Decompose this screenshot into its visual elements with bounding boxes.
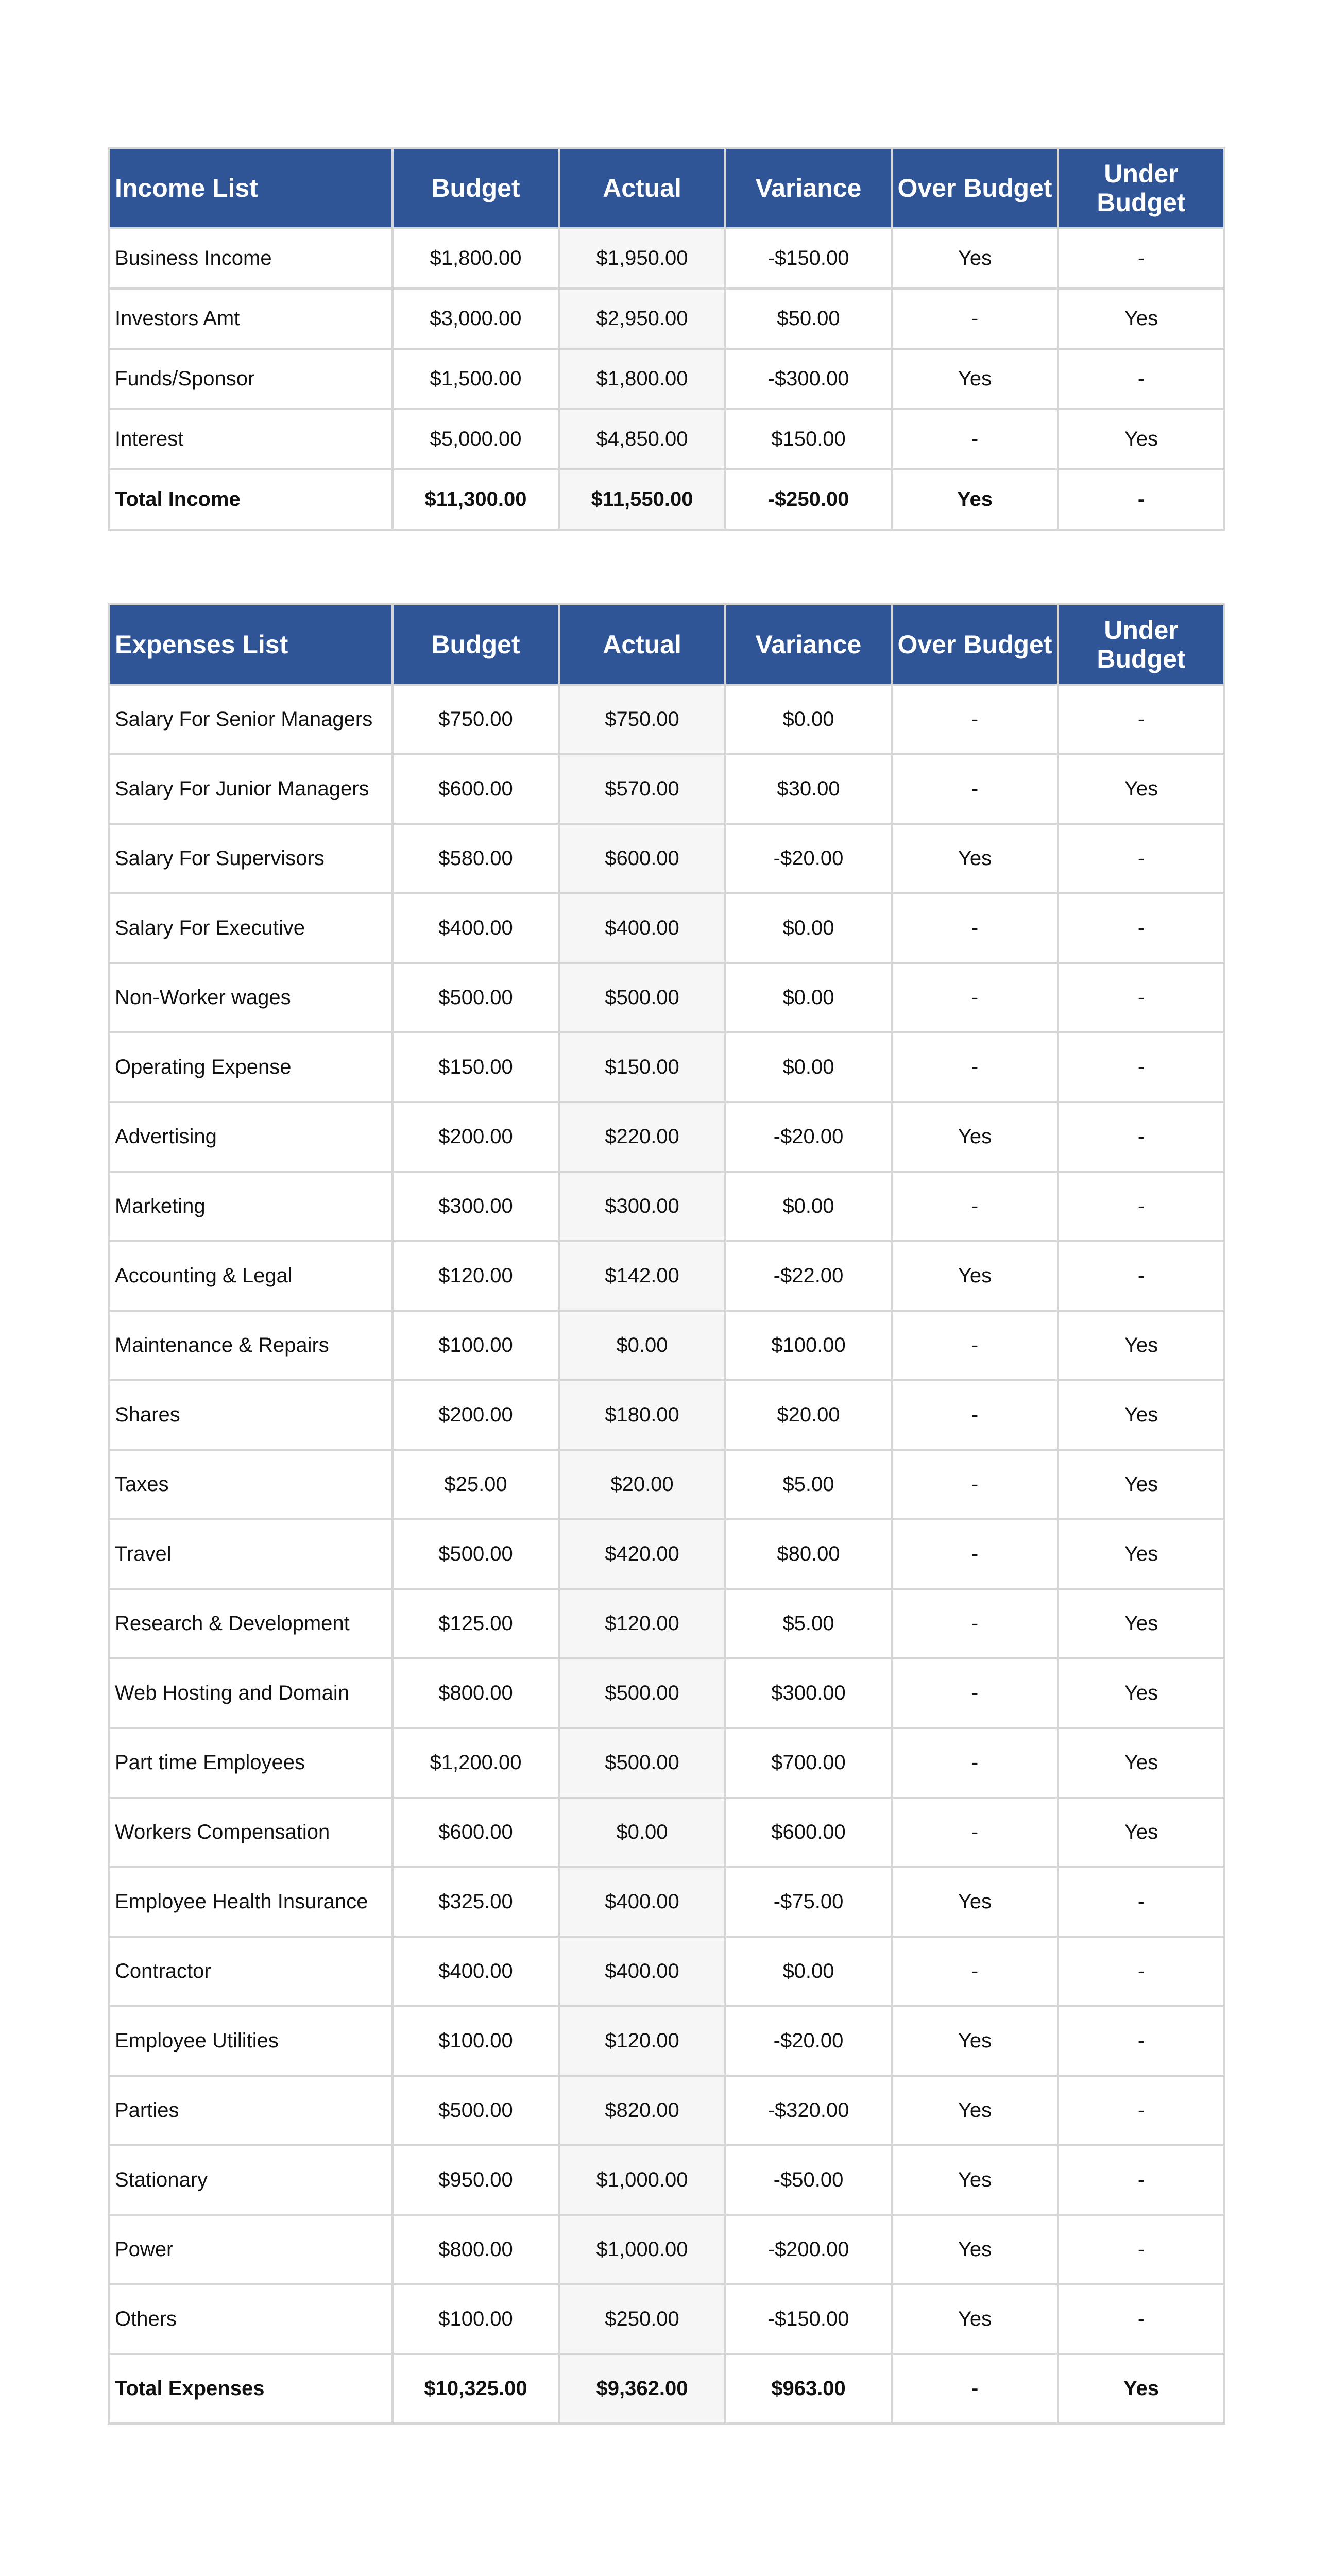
item-name-cell: Part time Employees	[109, 1728, 393, 1798]
budget-cell: $100.00	[393, 2006, 559, 2076]
actual-cell: $11,550.00	[559, 469, 725, 530]
item-name-cell: Power	[109, 2215, 393, 2284]
under-budget-cell: Yes	[1058, 1798, 1224, 1867]
variance-cell: $5.00	[725, 1450, 892, 1519]
over-budget-cell: -	[892, 1798, 1058, 1867]
variance-cell: $0.00	[725, 1172, 892, 1241]
table-row	[109, 1519, 1224, 1589]
under-budget-cell: -	[1058, 685, 1224, 754]
actual-cell: $0.00	[559, 1311, 725, 1380]
income-list-header: Income List	[109, 148, 393, 228]
expenses-header-row	[109, 604, 1224, 685]
actual-cell: $150.00	[559, 1032, 725, 1102]
variance-cell: $100.00	[725, 1311, 892, 1380]
table-row	[109, 893, 1224, 963]
table-row	[109, 1658, 1224, 1728]
item-name-cell: Investors Amt	[109, 289, 393, 349]
under-budget-cell: Yes	[1058, 1728, 1224, 1798]
under-budget-cell: -	[1058, 349, 1224, 409]
under-budget-cell: -	[1058, 469, 1224, 530]
under-budget-cell: -	[1058, 1867, 1224, 1937]
under-budget-cell: -	[1058, 2215, 1224, 2284]
under-budget-cell: Yes	[1058, 289, 1224, 349]
variance-cell: $0.00	[725, 963, 892, 1032]
table-row	[109, 289, 1224, 349]
actual-cell: $750.00	[559, 685, 725, 754]
item-name-cell: Workers Compensation	[109, 1798, 393, 1867]
under-budget-cell: -	[1058, 963, 1224, 1032]
budget-cell: $325.00	[393, 1867, 559, 1937]
budget-cell: $25.00	[393, 1450, 559, 1519]
under-budget-cell: -	[1058, 1937, 1224, 2006]
under-budget-cell: -	[1058, 1172, 1224, 1241]
under-budget-cell: Yes	[1058, 1311, 1224, 1380]
table-row	[109, 2006, 1224, 2076]
actual-cell: $220.00	[559, 1102, 725, 1172]
over-budget-cell: Yes	[892, 1867, 1058, 1937]
item-name-cell: Employee Utilities	[109, 2006, 393, 2076]
table-row	[109, 2145, 1224, 2215]
item-name-cell: Funds/Sponsor	[109, 349, 393, 409]
under-budget-cell: Yes	[1058, 1519, 1224, 1589]
item-name-cell: Salary For Supervisors	[109, 824, 393, 893]
actual-cell: $600.00	[559, 824, 725, 893]
budget-cell: $3,000.00	[393, 289, 559, 349]
over-budget-cell: Yes	[892, 2284, 1058, 2354]
table-row	[109, 1798, 1224, 1867]
actual-cell: $1,950.00	[559, 228, 725, 289]
actual-cell: $400.00	[559, 893, 725, 963]
item-name-cell: Travel	[109, 1519, 393, 1589]
budget-cell: $10,325.00	[393, 2354, 559, 2424]
under-budget-cell: -	[1058, 1102, 1224, 1172]
variance-cell: $50.00	[725, 289, 892, 349]
variance-header: Variance	[725, 604, 892, 685]
under-budget-cell: Yes	[1058, 1380, 1224, 1450]
item-name-cell: Shares	[109, 1380, 393, 1450]
variance-cell: -$150.00	[725, 228, 892, 289]
over-budget-cell: Yes	[892, 1102, 1058, 1172]
budget-cell: $580.00	[393, 824, 559, 893]
over-budget-cell: Yes	[892, 2076, 1058, 2145]
over-budget-cell: -	[892, 1519, 1058, 1589]
over-budget-cell: Yes	[892, 228, 1058, 289]
actual-cell: $1,000.00	[559, 2145, 725, 2215]
variance-cell: $30.00	[725, 754, 892, 824]
actual-cell: $1,000.00	[559, 2215, 725, 2284]
expenses-total-row	[109, 2354, 1224, 2424]
item-name-cell: Non-Worker wages	[109, 963, 393, 1032]
item-name-cell: Total Income	[109, 469, 393, 530]
budget-cell: $100.00	[393, 2284, 559, 2354]
actual-cell: $420.00	[559, 1519, 725, 1589]
variance-cell: $0.00	[725, 893, 892, 963]
budget-cell: $300.00	[393, 1172, 559, 1241]
item-name-cell: Total Expenses	[109, 2354, 393, 2424]
item-name-cell: Maintenance & Repairs	[109, 1311, 393, 1380]
variance-cell: $600.00	[725, 1798, 892, 1867]
over-budget-cell: -	[892, 754, 1058, 824]
variance-cell: $80.00	[725, 1519, 892, 1589]
table-row	[109, 685, 1224, 754]
variance-cell: -$20.00	[725, 1102, 892, 1172]
table-row	[109, 228, 1224, 289]
expenses-table	[108, 603, 1225, 2425]
budget-cell: $5,000.00	[393, 409, 559, 469]
under-budget-cell: Yes	[1058, 1658, 1224, 1728]
actual-cell: $9,362.00	[559, 2354, 725, 2424]
actual-cell: $400.00	[559, 1937, 725, 2006]
variance-cell: $0.00	[725, 685, 892, 754]
under-budget-cell: -	[1058, 2076, 1224, 2145]
over-budget-cell: Yes	[892, 824, 1058, 893]
actual-cell: $20.00	[559, 1450, 725, 1519]
budget-cell: $500.00	[393, 1519, 559, 1589]
actual-cell: $120.00	[559, 2006, 725, 2076]
budget-cell: $600.00	[393, 754, 559, 824]
budget-cell: $800.00	[393, 2215, 559, 2284]
item-name-cell: Salary For Senior Managers	[109, 685, 393, 754]
budget-cell: $11,300.00	[393, 469, 559, 530]
actual-cell: $1,800.00	[559, 349, 725, 409]
actual-cell: $820.00	[559, 2076, 725, 2145]
budget-header: Budget	[393, 148, 559, 228]
budget-cell: $1,800.00	[393, 228, 559, 289]
budget-cell: $400.00	[393, 893, 559, 963]
over-budget-cell: Yes	[892, 1241, 1058, 1311]
budget-cell: $600.00	[393, 1798, 559, 1867]
actual-cell: $120.00	[559, 1589, 725, 1658]
over-budget-cell: Yes	[892, 469, 1058, 530]
income-table	[108, 147, 1225, 531]
over-budget-cell: Yes	[892, 2145, 1058, 2215]
actual-cell: $142.00	[559, 1241, 725, 1311]
over-budget-cell: -	[892, 893, 1058, 963]
variance-header: Variance	[725, 148, 892, 228]
actual-cell: $2,950.00	[559, 289, 725, 349]
actual-cell: $250.00	[559, 2284, 725, 2354]
over-budget-cell: -	[892, 409, 1058, 469]
variance-cell: -$320.00	[725, 2076, 892, 2145]
variance-cell: $963.00	[725, 2354, 892, 2424]
under-budget-cell: -	[1058, 893, 1224, 963]
item-name-cell: Contractor	[109, 1937, 393, 2006]
table-row	[109, 1241, 1224, 1311]
under-budget-cell: -	[1058, 2006, 1224, 2076]
over-budget-cell: -	[892, 1658, 1058, 1728]
over-budget-cell: -	[892, 1172, 1058, 1241]
over-budget-header: Over Budget	[892, 604, 1058, 685]
over-budget-cell: Yes	[892, 2006, 1058, 2076]
variance-cell: -$300.00	[725, 349, 892, 409]
table-row	[109, 2215, 1224, 2284]
under-budget-cell: Yes	[1058, 1450, 1224, 1519]
over-budget-cell: -	[892, 1311, 1058, 1380]
over-budget-cell: -	[892, 1728, 1058, 1798]
table-row	[109, 1937, 1224, 2006]
item-name-cell: Advertising	[109, 1102, 393, 1172]
table-row	[109, 2284, 1224, 2354]
over-budget-cell: Yes	[892, 2215, 1058, 2284]
under-budget-header: Under Budget	[1058, 604, 1224, 685]
income-total-row	[109, 469, 1224, 530]
actual-cell: $570.00	[559, 754, 725, 824]
budget-cell: $150.00	[393, 1032, 559, 1102]
budget-cell: $1,200.00	[393, 1728, 559, 1798]
under-budget-cell: Yes	[1058, 2354, 1224, 2424]
budget-cell: $200.00	[393, 1102, 559, 1172]
actual-cell: $0.00	[559, 1798, 725, 1867]
under-budget-cell: -	[1058, 2284, 1224, 2354]
variance-cell: $300.00	[725, 1658, 892, 1728]
over-budget-cell: -	[892, 685, 1058, 754]
under-budget-cell: -	[1058, 824, 1224, 893]
under-budget-cell: -	[1058, 1032, 1224, 1102]
over-budget-cell: -	[892, 963, 1058, 1032]
table-row	[109, 963, 1224, 1032]
budget-cell: $750.00	[393, 685, 559, 754]
table-row	[109, 1032, 1224, 1102]
item-name-cell: Accounting & Legal	[109, 1241, 393, 1311]
budget-cell: $500.00	[393, 963, 559, 1032]
item-name-cell: Others	[109, 2284, 393, 2354]
variance-cell: -$150.00	[725, 2284, 892, 2354]
under-budget-cell: -	[1058, 2145, 1224, 2215]
variance-cell: -$200.00	[725, 2215, 892, 2284]
table-row	[109, 1311, 1224, 1380]
over-budget-cell: -	[892, 1589, 1058, 1658]
budget-cell: $100.00	[393, 1311, 559, 1380]
table-row	[109, 824, 1224, 893]
variance-cell: $5.00	[725, 1589, 892, 1658]
under-budget-header: Under Budget	[1058, 148, 1224, 228]
over-budget-cell: -	[892, 2354, 1058, 2424]
item-name-cell: Operating Expense	[109, 1032, 393, 1102]
variance-cell: $20.00	[725, 1380, 892, 1450]
under-budget-cell: -	[1058, 228, 1224, 289]
table-row	[109, 2076, 1224, 2145]
table-row	[109, 1380, 1224, 1450]
budget-cell: $125.00	[393, 1589, 559, 1658]
table-row	[109, 409, 1224, 469]
variance-cell: $150.00	[725, 409, 892, 469]
item-name-cell: Employee Health Insurance	[109, 1867, 393, 1937]
item-name-cell: Stationary	[109, 2145, 393, 2215]
budget-cell: $500.00	[393, 2076, 559, 2145]
over-budget-cell: Yes	[892, 349, 1058, 409]
actual-cell: $400.00	[559, 1867, 725, 1937]
expenses-list-header: Expenses List	[109, 604, 393, 685]
item-name-cell: Web Hosting and Domain	[109, 1658, 393, 1728]
table-row	[109, 1867, 1224, 1937]
item-name-cell: Salary For Junior Managers	[109, 754, 393, 824]
actual-cell: $180.00	[559, 1380, 725, 1450]
actual-cell: $500.00	[559, 1728, 725, 1798]
over-budget-cell: -	[892, 1380, 1058, 1450]
under-budget-cell: -	[1058, 1241, 1224, 1311]
table-row	[109, 1450, 1224, 1519]
over-budget-cell: -	[892, 289, 1058, 349]
variance-cell: -$20.00	[725, 2006, 892, 2076]
table-row	[109, 1172, 1224, 1241]
variance-cell: -$50.00	[725, 2145, 892, 2215]
under-budget-cell: Yes	[1058, 409, 1224, 469]
budget-cell: $400.00	[393, 1937, 559, 2006]
table-row	[109, 754, 1224, 824]
table-row	[109, 349, 1224, 409]
budget-header: Budget	[393, 604, 559, 685]
over-budget-cell: -	[892, 1937, 1058, 2006]
budget-cell: $950.00	[393, 2145, 559, 2215]
item-name-cell: Marketing	[109, 1172, 393, 1241]
under-budget-cell: Yes	[1058, 1589, 1224, 1658]
variance-cell: -$20.00	[725, 824, 892, 893]
budget-cell: $800.00	[393, 1658, 559, 1728]
actual-cell: $300.00	[559, 1172, 725, 1241]
variance-cell: $700.00	[725, 1728, 892, 1798]
item-name-cell: Interest	[109, 409, 393, 469]
item-name-cell: Salary For Executive	[109, 893, 393, 963]
variance-cell: -$75.00	[725, 1867, 892, 1937]
table-row	[109, 1728, 1224, 1798]
actual-cell: $4,850.00	[559, 409, 725, 469]
table-row	[109, 1589, 1224, 1658]
variance-cell: -$250.00	[725, 469, 892, 530]
variance-cell: $0.00	[725, 1937, 892, 2006]
actual-header: Actual	[559, 148, 725, 228]
budget-cell: $120.00	[393, 1241, 559, 1311]
variance-cell: -$22.00	[725, 1241, 892, 1311]
budget-cell: $1,500.00	[393, 349, 559, 409]
actual-cell: $500.00	[559, 963, 725, 1032]
over-budget-cell: -	[892, 1032, 1058, 1102]
item-name-cell: Business Income	[109, 228, 393, 289]
over-budget-header: Over Budget	[892, 148, 1058, 228]
table-row	[109, 1102, 1224, 1172]
item-name-cell: Taxes	[109, 1450, 393, 1519]
budget-cell: $200.00	[393, 1380, 559, 1450]
income-header-row	[109, 148, 1224, 228]
actual-cell: $500.00	[559, 1658, 725, 1728]
item-name-cell: Research & Development	[109, 1589, 393, 1658]
actual-header: Actual	[559, 604, 725, 685]
under-budget-cell: Yes	[1058, 754, 1224, 824]
variance-cell: $0.00	[725, 1032, 892, 1102]
over-budget-cell: -	[892, 1450, 1058, 1519]
item-name-cell: Parties	[109, 2076, 393, 2145]
